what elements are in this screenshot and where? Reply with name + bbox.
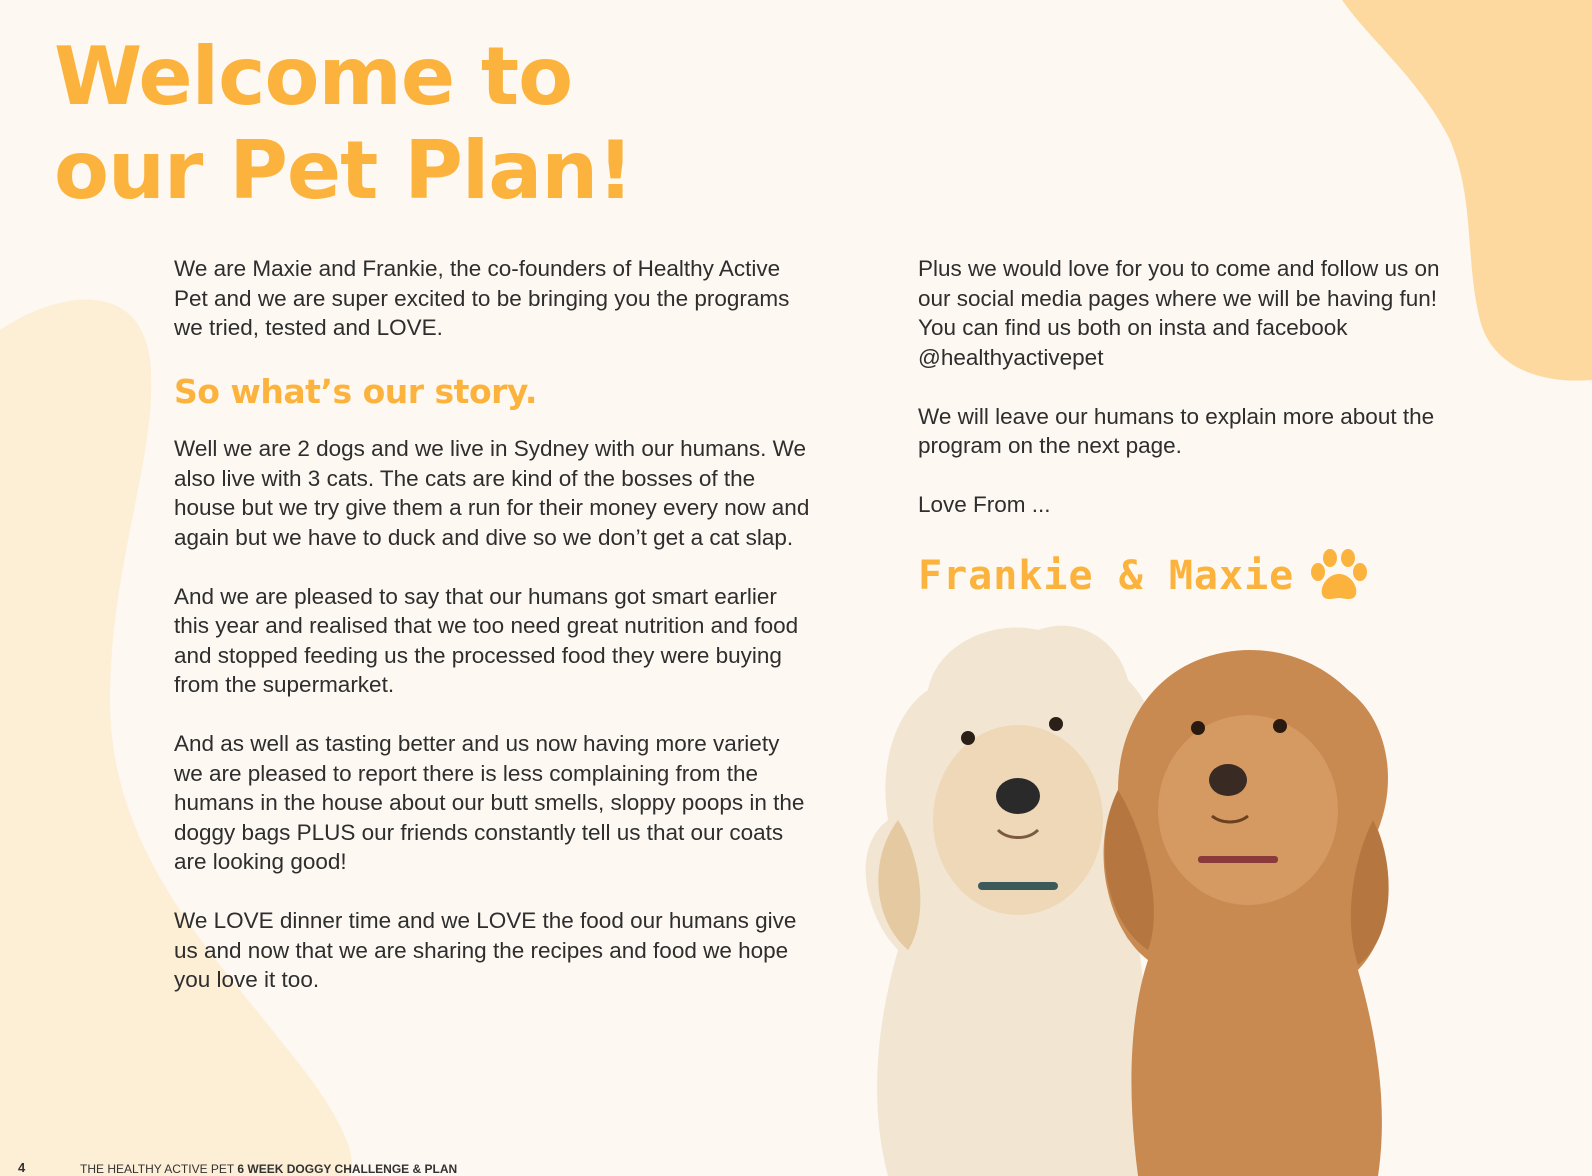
- dogs-photo: [828, 620, 1428, 1176]
- page-footer: [0, 1160, 700, 1176]
- story-paragraph-4: We LOVE dinner time and we LOVE the food our humans give us and now that we are sharing the recipes and food we hope you love it too.: [174, 908, 797, 992]
- signature-text: Frankie & Maxie: [918, 553, 1295, 599]
- intro-paragraph: We are Maxie and Frankie, the co-founders of Healthy Active Pet and we are super excited to be bringing you the programs we tried, tested and LOVE.: [174, 256, 790, 340]
- footer-text: [80, 1162, 457, 1176]
- story-heading: So what’s our story.: [174, 372, 537, 411]
- signature: [918, 548, 1370, 604]
- left-column: [174, 254, 814, 1024]
- footer-brand: THE HEALTHY ACTIVE PET: [80, 1162, 235, 1176]
- social-paragraph: Plus we would love for you to come and follow us on our social media pages where we will be having fun! You can find us both on insta and facebook @healthyactivepet: [918, 256, 1440, 370]
- brown-dog: [1104, 650, 1389, 1176]
- story-paragraph-3: And as well as tasting better and us now having more variety we are pleased to report there is less complaining from the humans in the house about our butt smells, sloppy poops in the doggy bags PLUS our friends constantly tell us that our coats are looking good!: [174, 731, 805, 874]
- story-paragraph-1: Well we are 2 dogs and we live in Sydney with our humans. We also live with 3 cats. The cats are kind of the bosses of the house but we try give them a run for their money every now and again but we have to duck and dive so we don’t get a cat slap.: [174, 436, 810, 550]
- title-line-2: our Pet Plan!: [54, 124, 633, 217]
- paw-icon: [1308, 548, 1370, 604]
- page-number: 4: [18, 1160, 26, 1175]
- love-from-text: Love From ...: [918, 492, 1051, 517]
- footer-plan: 6 WEEK DOGGY CHALLENGE & PLAN: [237, 1162, 458, 1176]
- page-title: [54, 30, 633, 218]
- next-page-paragraph: We will leave our humans to explain more about the program on the next page.: [918, 403, 1435, 458]
- title-line-1: Welcome to: [54, 30, 573, 123]
- right-column: [918, 254, 1458, 549]
- story-paragraph-2: And we are pleased to say that our humans got smart earlier this year and realised that we too need great nutrition and food and stopped feeding us the processed food they were buying from the supermarket.: [174, 583, 799, 697]
